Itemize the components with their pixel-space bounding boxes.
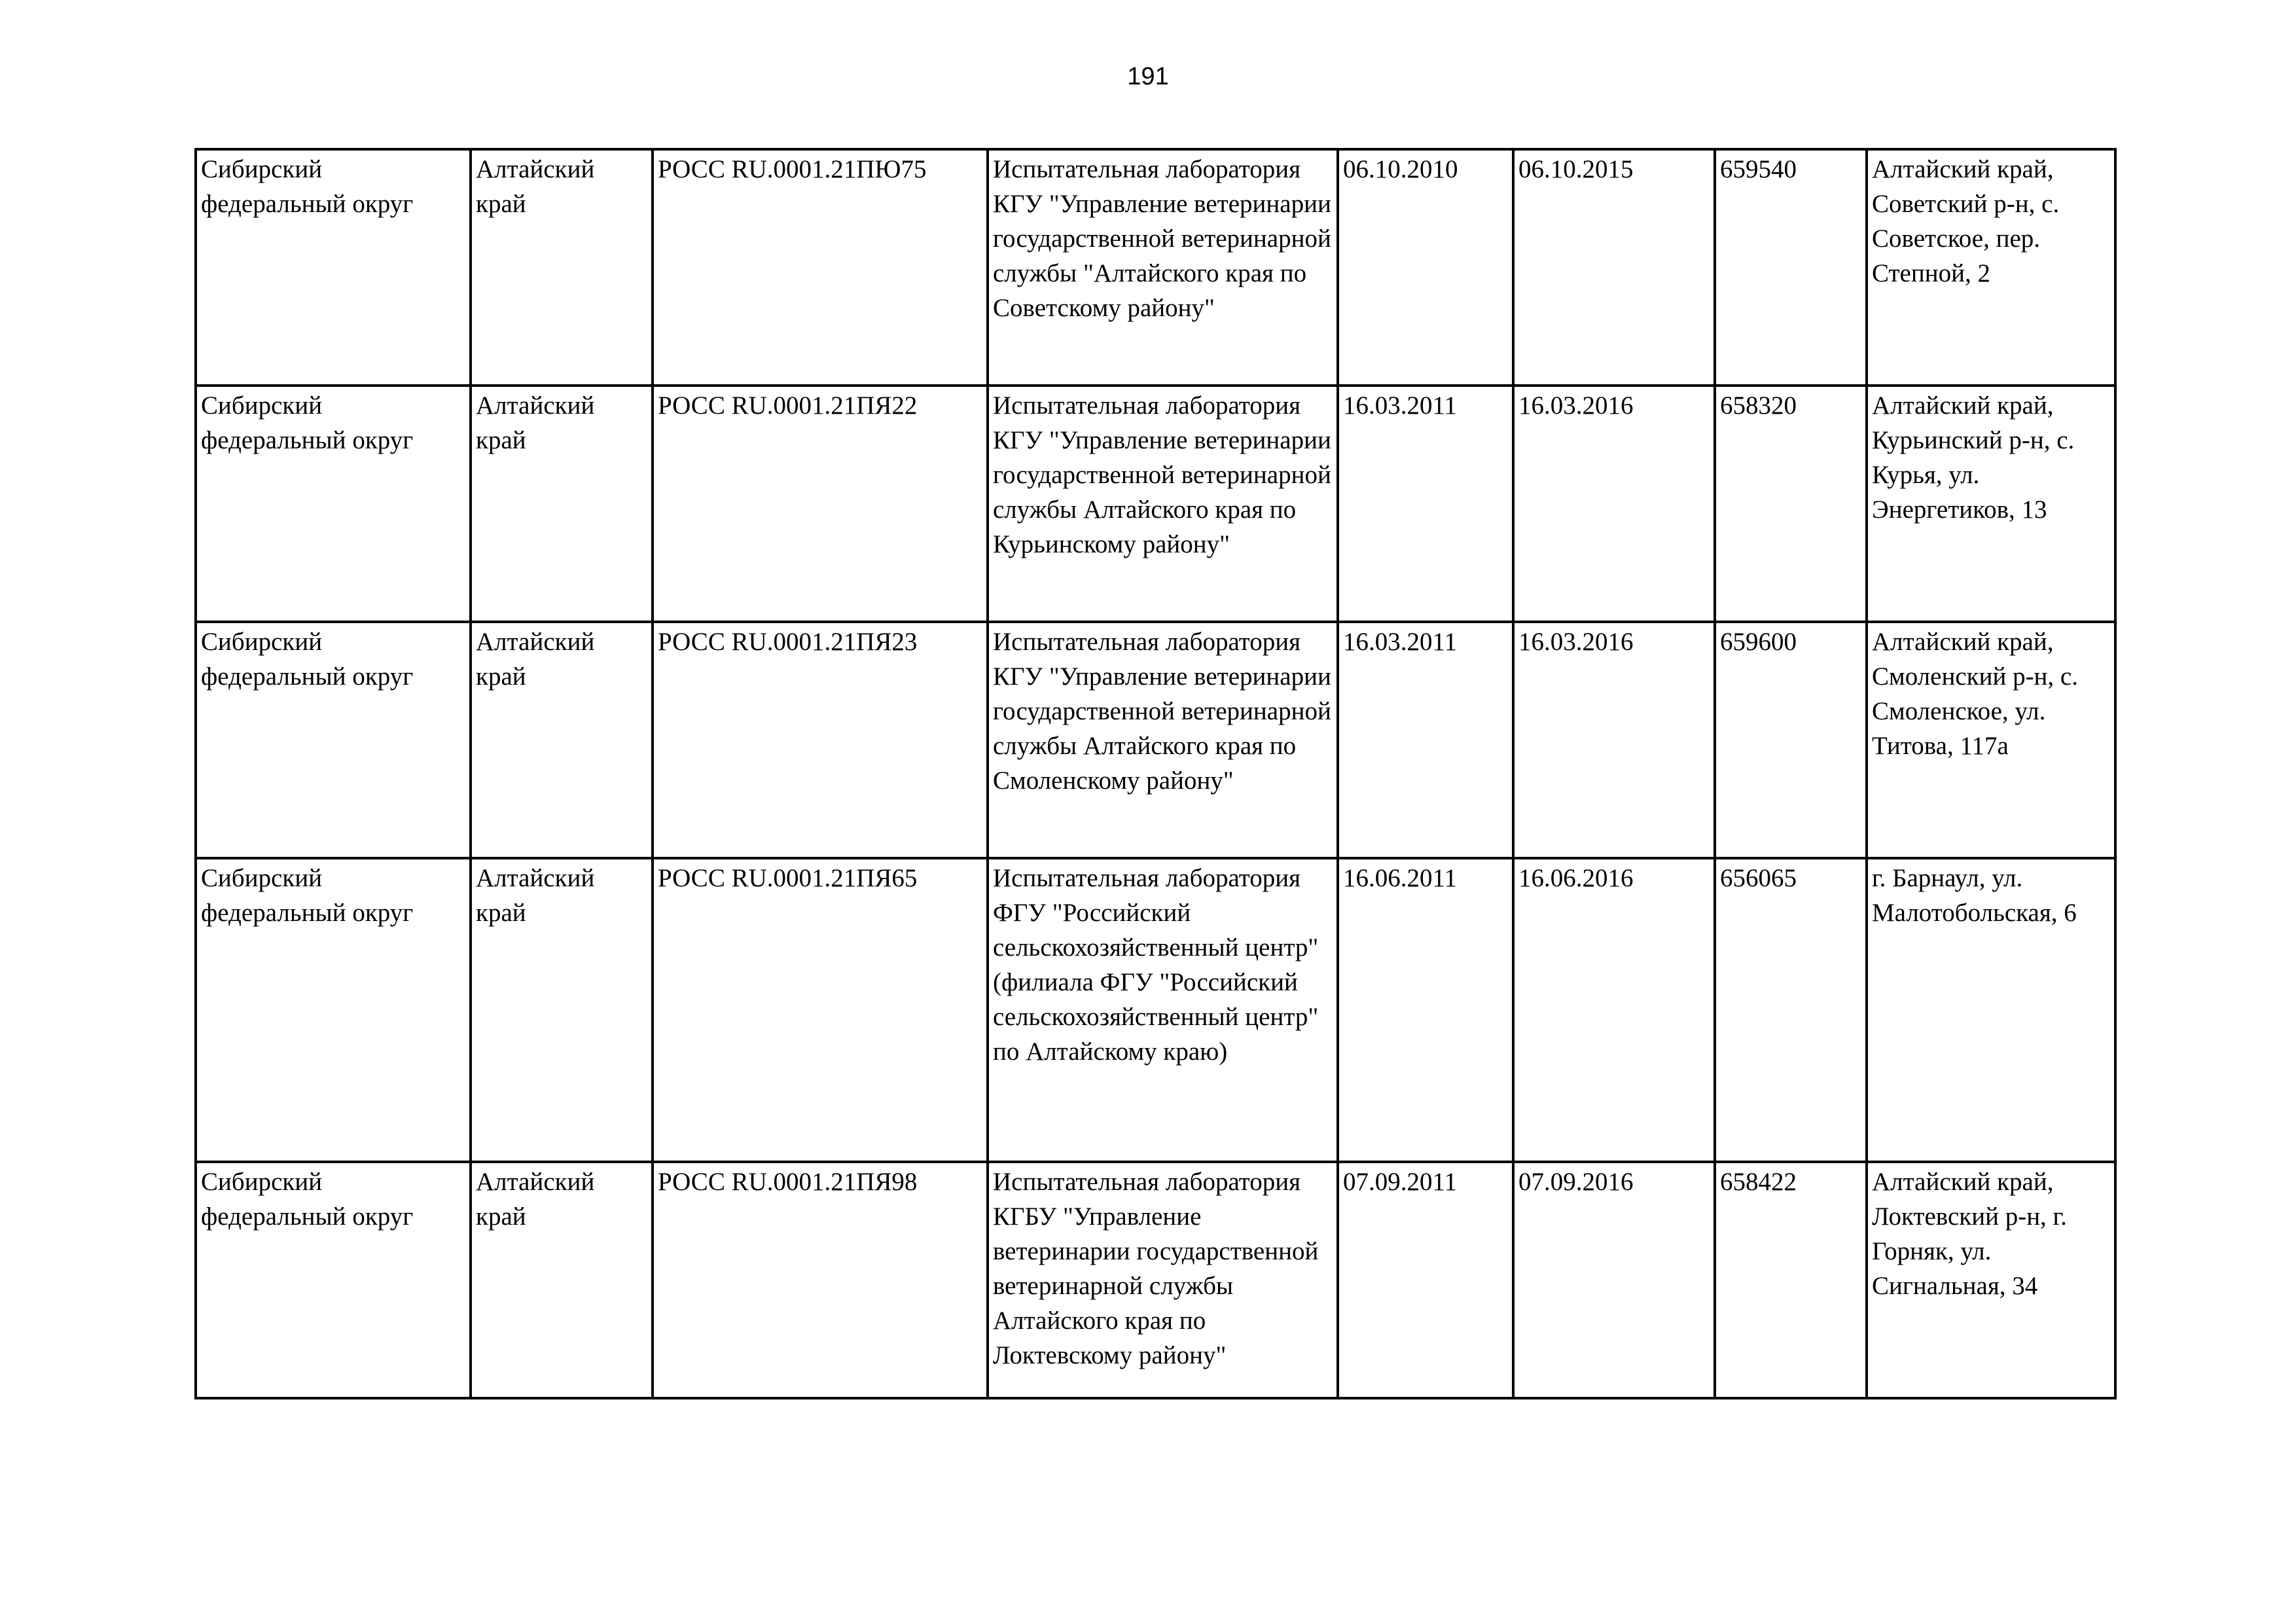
organization-cell: Испытательная лаборатория КГУ "Управление ветеринарии государственной ветеринарной службы Алтайского края по Смоленскому району" (988, 622, 1338, 858)
certificate-cell: РОСС RU.0001.21ПЯ98 (653, 1162, 988, 1398)
table-row (196, 622, 2115, 858)
date-from-cell: 07.09.2011 (1338, 1162, 1513, 1398)
date-from-cell: 16.06.2011 (1338, 858, 1513, 1162)
district-cell: Сибирский федеральный округ (196, 858, 471, 1162)
registry-table (194, 148, 2117, 1399)
postal-index-cell: 658320 (1715, 386, 1867, 622)
date-from-cell: 16.03.2011 (1338, 386, 1513, 622)
table-row (196, 386, 2115, 622)
district-cell: Сибирский федеральный округ (196, 386, 471, 622)
table-row (196, 858, 2115, 1162)
organization-cell: Испытательная лаборатория КГУ "Управление ветеринарии государственной ветеринарной службы "Алтайского края по Советскому району" (988, 149, 1338, 386)
table-row (196, 1162, 2115, 1398)
date-from-cell: 06.10.2010 (1338, 149, 1513, 386)
organization-cell: Испытательная лаборатория ФГУ "Российский сельскохозяйственный центр" (филиала ФГУ "Российский сельскохозяйственный центр" по Алтайскому краю) (988, 858, 1338, 1162)
address-cell: Алтайский край, Локтевский р-н, г. Горняк, ул. Сигнальная, 34 (1867, 1162, 2115, 1398)
date-from-cell: 16.03.2011 (1338, 622, 1513, 858)
date-to-cell: 07.09.2016 (1513, 1162, 1715, 1398)
district-cell: Сибирский федеральный округ (196, 149, 471, 386)
address-cell: г. Барнаул, ул. Малотобольская, 6 (1867, 858, 2115, 1162)
region-cell: Алтайский край (471, 149, 653, 386)
district-cell: Сибирский федеральный округ (196, 622, 471, 858)
address-cell: Алтайский край, Смоленский р-н, с. Смоленское, ул. Титова, 117а (1867, 622, 2115, 858)
certificate-cell: РОСС RU.0001.21ПЯ23 (653, 622, 988, 858)
postal-index-cell: 659600 (1715, 622, 1867, 858)
organization-cell: Испытательная лаборатория КГБУ "Управление ветеринарии государственной ветеринарной службы Алтайского края по Локтевскому району" (988, 1162, 1338, 1398)
date-to-cell: 16.06.2016 (1513, 858, 1715, 1162)
postal-index-cell: 658422 (1715, 1162, 1867, 1398)
region-cell: Алтайский край (471, 622, 653, 858)
certificate-cell: РОСС RU.0001.21ПЯ22 (653, 386, 988, 622)
date-to-cell: 06.10.2015 (1513, 149, 1715, 386)
region-cell: Алтайский край (471, 858, 653, 1162)
date-to-cell: 16.03.2016 (1513, 622, 1715, 858)
table-row (196, 149, 2115, 386)
certificate-cell: РОСС RU.0001.21ПЮ75 (653, 149, 988, 386)
postal-index-cell: 656065 (1715, 858, 1867, 1162)
address-cell: Алтайский край, Советский р-н, с. Советское, пер. Степной, 2 (1867, 149, 2115, 386)
date-to-cell: 16.03.2016 (1513, 386, 1715, 622)
region-cell: Алтайский край (471, 1162, 653, 1398)
certificate-cell: РОСС RU.0001.21ПЯ65 (653, 858, 988, 1162)
district-cell: Сибирский федеральный округ (196, 1162, 471, 1398)
address-cell: Алтайский край, Курьинский р-н, с. Курья, ул. Энергетиков, 13 (1867, 386, 2115, 622)
page-number: 191 (1127, 63, 1169, 90)
organization-cell: Испытательная лаборатория КГУ "Управление ветеринарии государственной ветеринарной службы Алтайского края по Курьинскому району" (988, 386, 1338, 622)
postal-index-cell: 659540 (1715, 149, 1867, 386)
region-cell: Алтайский край (471, 386, 653, 622)
